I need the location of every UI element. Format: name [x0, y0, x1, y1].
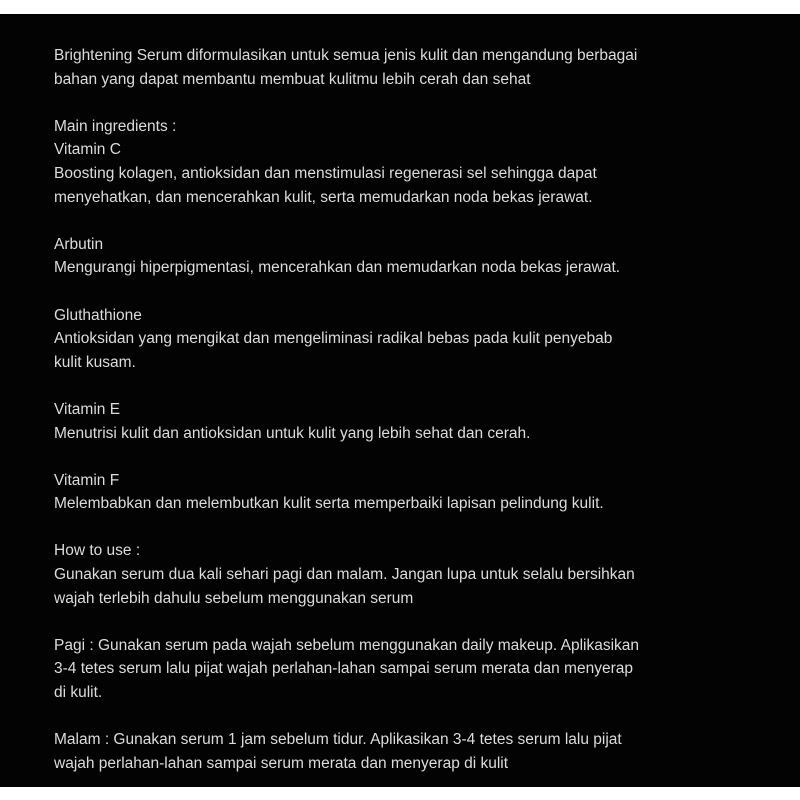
description-line: Pagi : Gunakan serum pada wajah sebelum menggunakan daily makeup. Aplikasikan: [54, 636, 640, 654]
description-line: di kulit.: [54, 684, 103, 702]
blank-line: [54, 280, 754, 304]
description-line: Antioksidan yang mengikat dan mengeliminasi radikal bebas pada kulit penyebab: [54, 330, 613, 348]
blank-line: [54, 610, 754, 634]
blank-line: [54, 705, 754, 729]
product-description-panel: [0, 14, 800, 787]
blank-line: [54, 374, 754, 398]
description-line: Vitamin C: [54, 141, 121, 159]
description-line: Menutrisi kulit dan antioksidan untuk kulit yang lebih sehat dan cerah.: [54, 424, 531, 442]
description-line: Vitamin F: [54, 471, 120, 489]
description-line: Brightening Serum diformulasikan untuk semua jenis kulit dan mengandung berbagai: [54, 47, 638, 64]
description-line: Vitamin E: [54, 400, 121, 418]
blank-line: [54, 209, 754, 233]
description-line: bahan yang dapat membantu membuat kulitmu lebih cerah dan sehat: [54, 70, 531, 88]
description-line: Main ingredients :: [54, 117, 177, 135]
description-line: Gluthathione: [54, 306, 142, 324]
blank-line: [54, 91, 754, 115]
description-line: Melembabkan dan melembutkan kulit serta memperbaiki lapisan pelindung kulit.: [54, 495, 604, 513]
description-line: Mengurangi hiperpigmentasi, mencerahkan dan memudarkan noda bekas jerawat.: [54, 259, 621, 277]
description-line: menyehatkan, dan mencerahkan kulit, serta memudarkan noda bekas jerawat.: [54, 188, 593, 206]
description-line: Malam : Gunakan serum 1 jam sebelum tidur. Aplikasikan 3-4 tetes serum lalu pijat: [54, 731, 622, 749]
description-line: wajah terlebih dahulu sebelum menggunakan serum: [54, 589, 414, 607]
blank-line: [54, 445, 754, 469]
description-line: Boosting kolagen, antioksidan dan menstimulasi regenerasi sel sehingga dapat: [54, 164, 597, 182]
description-line: kulit kusam.: [54, 353, 136, 371]
blank-line: [54, 516, 754, 540]
description-line: wajah perlahan-lahan sampai serum merata dan menyerap di kulit: [54, 754, 509, 772]
product-description-text: [54, 44, 754, 775]
description-line: How to use :: [54, 542, 141, 560]
description-line: Gunakan serum dua kali sehari pagi dan malam. Jangan lupa untuk selalu bersihkan: [54, 566, 635, 584]
description-line: Arbutin: [54, 235, 104, 253]
description-line: 3-4 tetes serum lalu pijat wajah perlahan-lahan sampai serum merata dan menyerap: [54, 660, 633, 678]
